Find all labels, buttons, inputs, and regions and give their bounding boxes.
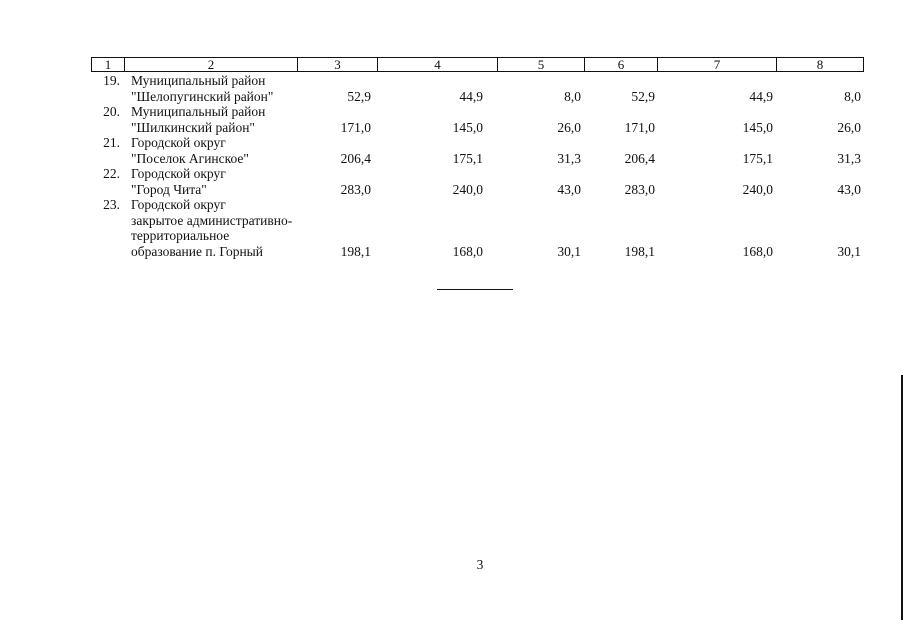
value-cell-col-5: 30,1 [557,243,581,259]
value-cell-col-4: 145,0 [452,119,483,135]
value-cell-col-7: 175,1 [742,150,773,166]
value-cell-col-5: 8,0 [564,88,581,104]
row-name-line: "Шелопугинский район" [131,88,274,104]
value-cell-col-8: 26,0 [837,119,861,135]
value-cell-col-4: 240,0 [452,181,483,197]
value-cell-col-3: 198,1 [340,243,371,259]
value-cell-col-6: 198,1 [624,243,655,259]
value-cell-col-5: 26,0 [557,119,581,135]
row-number: 20. [103,104,120,119]
header-cell-5: 5 [498,58,585,71]
value-cell-col-5: 43,0 [557,181,581,197]
value-cell-col-7: 145,0 [742,119,773,135]
value-cell-col-5: 31,3 [557,150,581,166]
value-cell-col-4: 175,1 [452,150,483,166]
page-number: 3 [476,557,484,572]
value-cell-col-4: 44,9 [459,88,483,104]
row-name [131,197,311,259]
value-cell-col-8: 30,1 [837,243,861,259]
row-name-line: закрытое административно- [131,212,293,228]
row-name-line: Городской округ [131,135,226,150]
value-cell-col-8: 31,3 [837,150,861,166]
header-cell-3: 3 [298,58,378,71]
row-name-line: "Город Чита" [131,181,207,197]
row-name [131,104,311,135]
header-cell-7: 7 [658,58,777,71]
row-number: 19. [103,73,120,88]
header-cell-1: 1 [92,58,125,71]
value-cell-col-3: 52,9 [347,88,371,104]
row-name-line: Муниципальный район [131,104,266,119]
value-cell-col-8: 43,0 [837,181,861,197]
row-name-line: Городской округ [131,197,226,212]
row-name [131,135,311,166]
row-name-line: "Поселок Агинское" [131,150,249,166]
row-number: 21. [103,135,120,150]
header-cell-4: 4 [378,58,498,71]
row-name [131,73,311,104]
row-name-line: Городской округ [131,166,226,181]
row-name [131,166,311,197]
value-cell-col-3: 283,0 [340,181,371,197]
value-cell-col-6: 283,0 [624,181,655,197]
row-number: 23. [103,197,120,212]
value-cell-col-6: 206,4 [624,150,655,166]
value-cell-col-8: 8,0 [844,88,861,104]
value-cell-col-4: 168,0 [452,243,483,259]
row-name-line: территориальное [131,228,230,243]
value-cell-col-7: 168,0 [742,243,773,259]
row-name-line: "Шилкинский район" [131,119,255,135]
row-name-line: образование п. Горный [131,243,263,259]
value-cell-col-3: 206,4 [340,150,371,166]
value-cell-col-7: 44,9 [749,88,773,104]
header-cell-8: 8 [816,57,824,72]
row-name-line: Муниципальный район [131,73,266,88]
scan-edge-line [901,375,903,620]
end-of-table-rule [437,289,513,290]
value-cell-col-7: 240,0 [742,181,773,197]
header-cell-6: 6 [585,58,658,71]
value-cell-col-6: 52,9 [631,88,655,104]
value-cell-col-3: 171,0 [340,119,371,135]
value-cell-col-6: 171,0 [624,119,655,135]
header-cell-2: 2 [125,58,298,71]
row-number: 22. [103,166,120,181]
table-header-row [91,57,864,72]
